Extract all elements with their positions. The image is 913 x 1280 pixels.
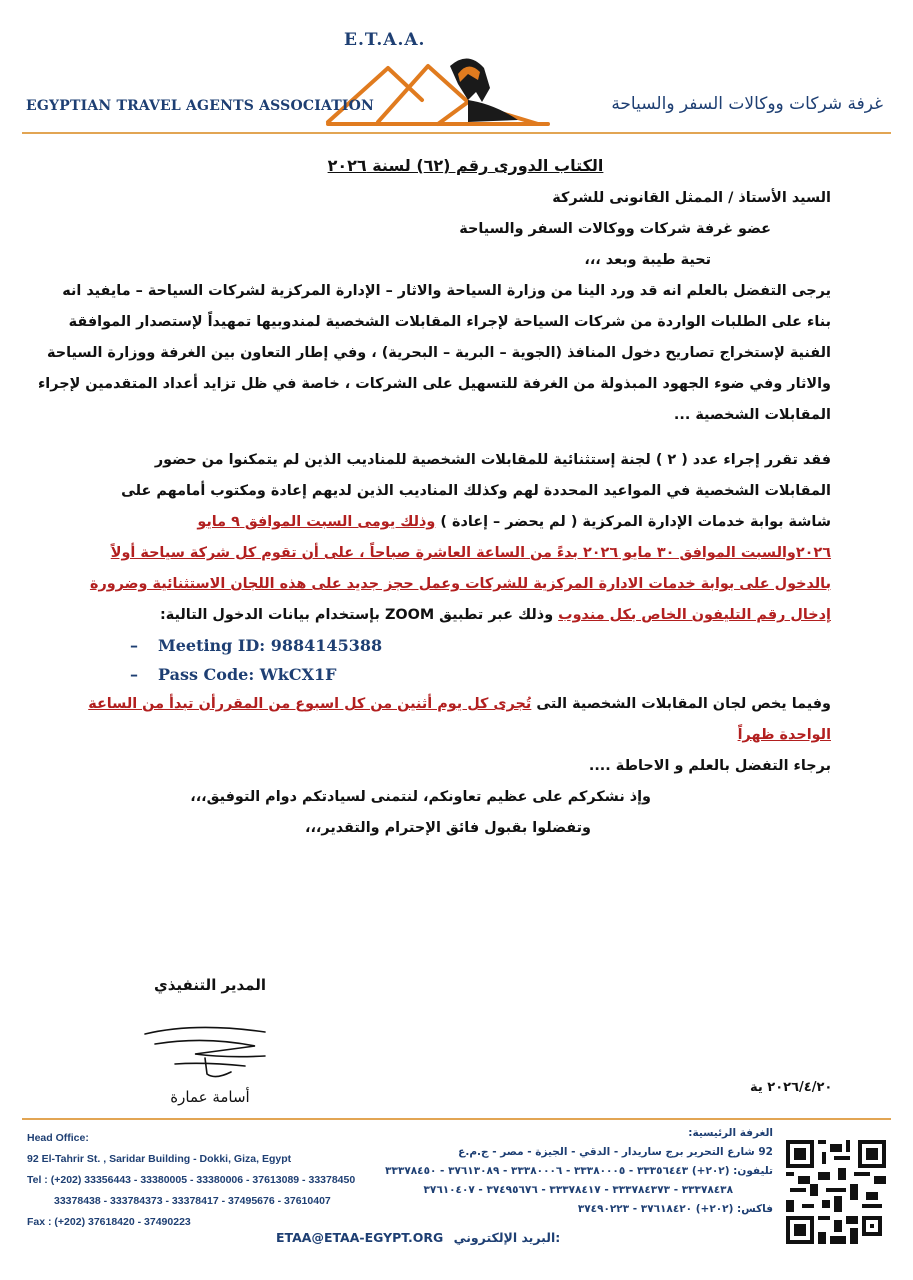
- para2-line: [100, 538, 831, 569]
- footer-address-ar: 92 شارع التحرير برج ساريدار - الدقي - الجيزة - مصر - ج.م.ع: [458, 1146, 773, 1158]
- letter-title: الكتاب الدورى رقم (٦٢) لسنة ٢٠٢٦: [327, 156, 604, 175]
- meeting-id: Meeting ID: 9884145388: [158, 636, 383, 655]
- para3-line: [88, 689, 831, 720]
- footer-email-label: البريد الإلكتروني:: [453, 1230, 561, 1245]
- footer-tel-2: 33378438 - 333784373 - 33378417 - 37495676 - 37610407: [54, 1195, 331, 1207]
- closing-line: برجاء التفضل بالعلم و الاحاطة ....: [588, 758, 831, 774]
- footer-english: [27, 1128, 355, 1233]
- greeting: تحية طيبة وبعد ،،،: [584, 252, 711, 268]
- para1-line: بناء على الطلبات الواردة من شركات السياحة لإجراء المقابلات الشخصية لمندوبيها تمهيداً لإستصدار الموافقة: [68, 314, 831, 330]
- para2-line: المقابلات الشخصية في المواعيد المحددة لهم وكذلك المناديب الذين لديهم إعادة ومكتوب أمامهم على: [121, 483, 831, 499]
- zoom-instruction: وذلك عبر تطبيق ZOOM بإستخدام بيانات الدخول التالية:: [160, 607, 559, 623]
- pass-code: Pass Code: WkCX1F: [158, 665, 337, 684]
- para1-line: المقابلات الشخصية ...: [673, 407, 831, 423]
- pyramids-sphinx-logo-icon: [318, 48, 558, 130]
- para2-text: شاشة بوابة خدمات الإدارة المركزية ( لم يحضر – إعادة ): [435, 514, 831, 530]
- signatory-name: أسامة عمارة: [170, 1088, 250, 1106]
- recipient-line-2: عضو غرفة شركات ووكالات السفر والسياحة: [459, 221, 771, 237]
- footer-email[interactable]: ETAA@ETAA-EGYPT.ORG: [276, 1230, 444, 1245]
- header-name-arabic: غرفة شركات ووكالات السفر والسياحة: [611, 94, 883, 114]
- footer-tel-2-ar: ٣٣٣٧٨٤٣٨ - ٣٣٣٧٨٤٣٧٣ - ٣٣٣٧٨٤١٧ - ٣٧٤٩٥٦٧٦ - ٣٧٦١٠٤٠٧: [423, 1184, 733, 1196]
- para3-text: وفيما يخص لجان المقابلات الشخصية التى: [531, 696, 831, 712]
- header-name-english: EGYPTIAN TRAVEL AGENTS ASSOCIATION: [26, 98, 375, 114]
- highlighted-instruction: بالدخول على بوابة خدمات الادارة المركزية للشركات وعمل حجز جديد على هذه اللجان الاستثنائية وضرورة: [89, 576, 831, 592]
- header-abbreviation: E.T.A.A.: [344, 30, 426, 50]
- qr-code-icon: [786, 1140, 886, 1244]
- footer-tel-ar: تليفون: (٢٠٢+) ٣٣٣٥٦٤٤٣ - ٣٣٣٨٠٠٠٥ - ٣٣٣٨٠٠٠٦ - ٣٧٦١٣٠٨٩ - ٣٣٣٧٨٤٥٠: [385, 1165, 773, 1177]
- para2-line: [100, 507, 831, 538]
- header-divider: [22, 132, 891, 134]
- signatory-title: المدير التنفيذي: [153, 976, 267, 994]
- letter-date: ٢٠٢٦/٤/٢٠ ية: [750, 1080, 833, 1095]
- para1-line: والاثار وفي ضوء الجهود المبذولة من الغرفة للتسهيل على الشركات ، خاصة في ظل تزايد أعداد المتقدمين لإجراء: [37, 376, 831, 392]
- para2-line: فقد تقرر إجراء عدد ( ٢ ) لجنة إستثنائية للمقابلات الشخصية للمناديب الذين لم يتمكنوا من حضور: [154, 452, 831, 468]
- signature-block: [130, 976, 290, 1106]
- highlighted-date: وذلك يومى السبت الموافق ٩ مايو: [197, 514, 436, 530]
- meeting-id-line: – Meeting ID: 9884145388: [130, 636, 383, 655]
- highlighted-monday-note: تُجرى كل يوم أثنين من كل اسبوع من المقررأن تبدأ من الساعة: [88, 696, 532, 712]
- para1-line: الفنية لإستخراج تصاريح دخول المنافذ (الجوية – البرية – البحرية) ، وفي إطار التعاون بين الغرفة ووزارة السياحة: [47, 345, 831, 361]
- para2-line: [100, 600, 831, 631]
- para3-line: [100, 720, 831, 751]
- pass-code-line: – Pass Code: WkCX1F: [130, 665, 337, 684]
- highlighted-phone-note: إدخال رقم التليفون الخاص بكل مندوب: [558, 607, 831, 623]
- highlighted-schedule: ٢٠٢٦والسبت الموافق ٣٠ مايو ٢٠٢٦ بدءً من الساعة العاشرة صباحاً ، على أن تقوم كل شركة سياحة أولاً: [110, 545, 831, 561]
- para2-line: [89, 569, 831, 600]
- closing-line: وتفضلوا بقبول فائق الإحترام والتقدير،،،: [304, 820, 591, 836]
- footer-divider: [22, 1118, 891, 1120]
- signature-icon: [135, 1014, 285, 1084]
- letterhead: [0, 0, 913, 140]
- footer-head-office-ar: الغرفة الرئيسية:: [688, 1127, 773, 1139]
- footer-email-line: [276, 1230, 560, 1245]
- footer-address: 92 El-Tahrir St. , Saridar Building - Dokki, Giza, Egypt: [27, 1153, 292, 1165]
- highlighted-time: الواحدة ظهراً: [737, 727, 831, 743]
- para1-line: يرجى التفضل بالعلم انه قد ورد الينا من وزارة السياحة والاثار – الإدارة المركزية لشركات السياحة – مايفيد انه: [62, 283, 831, 299]
- footer-fax: Fax : (+202) 37618420 - 37490223: [27, 1216, 191, 1228]
- footer-arabic: [385, 1124, 773, 1219]
- footer-head-office: Head Office:: [27, 1132, 89, 1144]
- footer-tel: Tel : (+202) 33356443 - 33380005 - 33380006 - 37613089 - 33378450: [27, 1174, 356, 1186]
- letter-body: [37, 150, 831, 844]
- recipient-line-1: السيد الأستاذ / الممثل القانونى للشركة: [552, 190, 831, 206]
- spacer: [100, 431, 831, 445]
- footer-fax-ar: فاكس: (٢٠٢+) ٣٧٦١٨٤٢٠ - ٣٧٤٩٠٢٢٣: [577, 1203, 773, 1215]
- closing-line: وإذ نشكركم على عظيم تعاونكم، لنتمنى لسيادتكم دوام التوفيق،،،: [190, 789, 651, 805]
